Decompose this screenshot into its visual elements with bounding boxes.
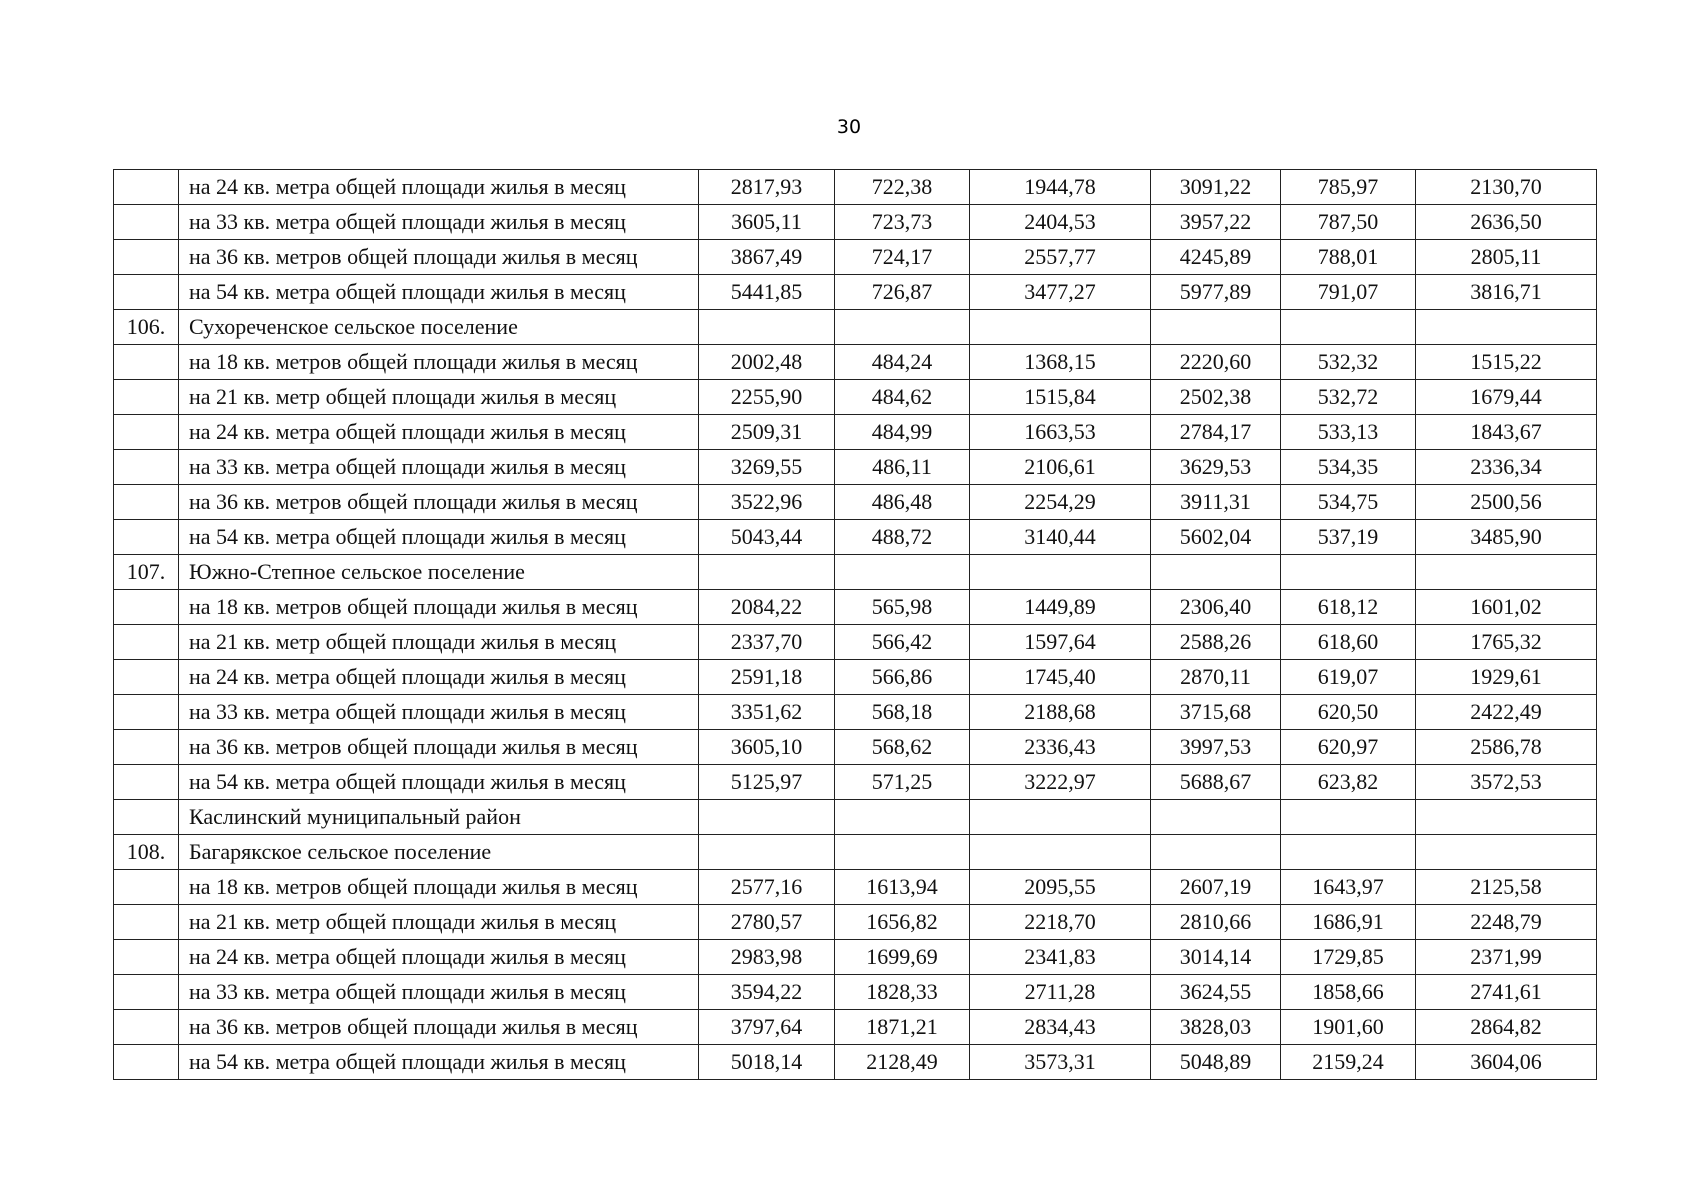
value-cell — [1281, 835, 1416, 870]
row-index — [114, 380, 179, 415]
row-label: на 54 кв. метра общей площади жилья в месяц — [179, 765, 699, 800]
row-label: на 21 кв. метр общей площади жилья в месяц — [179, 905, 699, 940]
value-cell: 2741,61 — [1416, 975, 1597, 1010]
table-row — [114, 905, 1597, 940]
table-row — [114, 205, 1597, 240]
table-row — [114, 975, 1597, 1010]
value-cell: 788,01 — [1281, 240, 1416, 275]
value-cell: 2780,57 — [699, 905, 835, 940]
table-row — [114, 835, 1597, 870]
value-cell: 484,24 — [835, 345, 970, 380]
table-row — [114, 275, 1597, 310]
value-cell: 1901,60 — [1281, 1010, 1416, 1045]
table-row — [114, 870, 1597, 905]
table-row — [114, 1045, 1597, 1080]
table-row — [114, 940, 1597, 975]
value-cell: 3222,97 — [970, 765, 1151, 800]
row-index — [114, 170, 179, 205]
value-cell: 2509,31 — [699, 415, 835, 450]
value-cell: 2336,34 — [1416, 450, 1597, 485]
value-cell: 3522,96 — [699, 485, 835, 520]
value-cell — [835, 310, 970, 345]
value-cell: 3269,55 — [699, 450, 835, 485]
value-cell: 1843,67 — [1416, 415, 1597, 450]
row-label: на 24 кв. метра общей площади жилья в месяц — [179, 940, 699, 975]
value-cell: 1515,22 — [1416, 345, 1597, 380]
row-index — [114, 975, 179, 1010]
value-cell: 532,32 — [1281, 345, 1416, 380]
row-index: 106. — [114, 310, 179, 345]
value-cell: 1828,33 — [835, 975, 970, 1010]
value-cell: 533,13 — [1281, 415, 1416, 450]
value-cell — [1281, 310, 1416, 345]
value-cell: 5048,89 — [1151, 1045, 1281, 1080]
value-cell: 2500,56 — [1416, 485, 1597, 520]
table-row — [114, 590, 1597, 625]
value-cell: 1871,21 — [835, 1010, 970, 1045]
value-cell: 566,42 — [835, 625, 970, 660]
value-cell: 2371,99 — [1416, 940, 1597, 975]
value-cell: 3014,14 — [1151, 940, 1281, 975]
value-cell: 484,62 — [835, 380, 970, 415]
value-cell: 787,50 — [1281, 205, 1416, 240]
value-cell: 2591,18 — [699, 660, 835, 695]
row-label: на 18 кв. метров общей площади жилья в месяц — [179, 345, 699, 380]
row-index — [114, 1010, 179, 1045]
table-row — [114, 660, 1597, 695]
row-label: на 18 кв. метров общей площади жилья в месяц — [179, 870, 699, 905]
row-index — [114, 1045, 179, 1080]
row-label: на 33 кв. метра общей площади жилья в месяц — [179, 695, 699, 730]
rates-table — [113, 169, 1597, 1080]
value-cell: 1449,89 — [970, 590, 1151, 625]
value-cell: 1663,53 — [970, 415, 1151, 450]
value-cell: 3477,27 — [970, 275, 1151, 310]
value-cell: 1745,40 — [970, 660, 1151, 695]
table-row — [114, 520, 1597, 555]
row-index — [114, 240, 179, 275]
value-cell: 4245,89 — [1151, 240, 1281, 275]
value-cell: 5441,85 — [699, 275, 835, 310]
value-cell — [970, 310, 1151, 345]
value-cell: 1765,32 — [1416, 625, 1597, 660]
value-cell — [1151, 310, 1281, 345]
value-cell — [1416, 800, 1597, 835]
value-cell: 2864,82 — [1416, 1010, 1597, 1045]
page-number: 30 — [836, 116, 862, 138]
value-cell: 2084,22 — [699, 590, 835, 625]
row-label: на 54 кв. метра общей площади жилья в месяц — [179, 520, 699, 555]
value-cell: 724,17 — [835, 240, 970, 275]
value-cell: 2125,58 — [1416, 870, 1597, 905]
row-index — [114, 450, 179, 485]
value-cell: 2588,26 — [1151, 625, 1281, 660]
table-row — [114, 170, 1597, 205]
table-row — [114, 345, 1597, 380]
value-cell: 3715,68 — [1151, 695, 1281, 730]
value-cell: 3605,11 — [699, 205, 835, 240]
value-cell: 568,62 — [835, 730, 970, 765]
value-cell: 2188,68 — [970, 695, 1151, 730]
value-cell: 723,73 — [835, 205, 970, 240]
row-index: 108. — [114, 835, 179, 870]
value-cell: 1858,66 — [1281, 975, 1416, 1010]
value-cell: 1368,15 — [970, 345, 1151, 380]
value-cell: 2636,50 — [1416, 205, 1597, 240]
value-cell: 2106,61 — [970, 450, 1151, 485]
value-cell — [835, 835, 970, 870]
value-cell: 3594,22 — [699, 975, 835, 1010]
value-cell: 488,72 — [835, 520, 970, 555]
table-row — [114, 450, 1597, 485]
row-label: на 24 кв. метра общей площади жилья в месяц — [179, 170, 699, 205]
row-label: на 21 кв. метр общей площади жилья в месяц — [179, 625, 699, 660]
value-cell: 5977,89 — [1151, 275, 1281, 310]
value-cell: 1515,84 — [970, 380, 1151, 415]
value-cell: 3605,10 — [699, 730, 835, 765]
value-cell: 3629,53 — [1151, 450, 1281, 485]
value-cell: 3351,62 — [699, 695, 835, 730]
row-index — [114, 590, 179, 625]
table-row — [114, 555, 1597, 590]
row-label: на 24 кв. метра общей площади жилья в месяц — [179, 415, 699, 450]
value-cell — [1151, 835, 1281, 870]
row-index — [114, 275, 179, 310]
value-cell — [1151, 555, 1281, 590]
row-index — [114, 695, 179, 730]
value-cell: 2577,16 — [699, 870, 835, 905]
value-cell: 2337,70 — [699, 625, 835, 660]
value-cell — [970, 555, 1151, 590]
value-cell: 534,35 — [1281, 450, 1416, 485]
table-row — [114, 800, 1597, 835]
row-label: на 54 кв. метра общей площади жилья в месяц — [179, 275, 699, 310]
value-cell: 1679,44 — [1416, 380, 1597, 415]
value-cell: 2784,17 — [1151, 415, 1281, 450]
value-cell: 619,07 — [1281, 660, 1416, 695]
value-cell: 1699,69 — [835, 940, 970, 975]
value-cell: 3140,44 — [970, 520, 1151, 555]
value-cell: 532,72 — [1281, 380, 1416, 415]
value-cell: 3797,64 — [699, 1010, 835, 1045]
value-cell — [835, 800, 970, 835]
value-cell: 2404,53 — [970, 205, 1151, 240]
row-label: Сухореченское сельское поселение — [179, 310, 699, 345]
value-cell: 2711,28 — [970, 975, 1151, 1010]
value-cell — [1416, 555, 1597, 590]
value-cell: 2002,48 — [699, 345, 835, 380]
value-cell: 623,82 — [1281, 765, 1416, 800]
value-cell: 537,19 — [1281, 520, 1416, 555]
value-cell: 1613,94 — [835, 870, 970, 905]
value-cell: 2218,70 — [970, 905, 1151, 940]
value-cell: 571,25 — [835, 765, 970, 800]
value-cell: 1686,91 — [1281, 905, 1416, 940]
value-cell: 2422,49 — [1416, 695, 1597, 730]
value-cell — [1151, 800, 1281, 835]
row-index — [114, 625, 179, 660]
value-cell: 5043,44 — [699, 520, 835, 555]
value-cell: 3816,71 — [1416, 275, 1597, 310]
table-row — [114, 625, 1597, 660]
row-label: на 36 кв. метров общей площади жилья в месяц — [179, 1010, 699, 1045]
value-cell: 2607,19 — [1151, 870, 1281, 905]
row-label: Багарякское сельское поселение — [179, 835, 699, 870]
rates-table-body — [114, 170, 1597, 1080]
value-cell: 791,07 — [1281, 275, 1416, 310]
value-cell: 2586,78 — [1416, 730, 1597, 765]
row-index — [114, 940, 179, 975]
row-index — [114, 485, 179, 520]
value-cell: 620,97 — [1281, 730, 1416, 765]
value-cell: 2254,29 — [970, 485, 1151, 520]
value-cell: 486,48 — [835, 485, 970, 520]
row-label: на 36 кв. метров общей площади жилья в месяц — [179, 240, 699, 275]
value-cell — [699, 800, 835, 835]
value-cell: 1944,78 — [970, 170, 1151, 205]
value-cell: 1597,64 — [970, 625, 1151, 660]
value-cell: 3573,31 — [970, 1045, 1151, 1080]
value-cell: 5018,14 — [699, 1045, 835, 1080]
row-label: на 36 кв. метров общей площади жилья в месяц — [179, 485, 699, 520]
value-cell: 3624,55 — [1151, 975, 1281, 1010]
row-index — [114, 730, 179, 765]
value-cell: 2220,60 — [1151, 345, 1281, 380]
row-index — [114, 415, 179, 450]
value-cell: 2834,43 — [970, 1010, 1151, 1045]
value-cell: 565,98 — [835, 590, 970, 625]
table-row — [114, 695, 1597, 730]
value-cell: 3997,53 — [1151, 730, 1281, 765]
value-cell — [835, 555, 970, 590]
value-cell: 5688,67 — [1151, 765, 1281, 800]
row-label: на 54 кв. метра общей площади жилья в месяц — [179, 1045, 699, 1080]
value-cell: 2159,24 — [1281, 1045, 1416, 1080]
row-label: на 33 кв. метра общей площади жилья в месяц — [179, 205, 699, 240]
table-row — [114, 765, 1597, 800]
value-cell — [699, 310, 835, 345]
table-row — [114, 240, 1597, 275]
value-cell: 5602,04 — [1151, 520, 1281, 555]
value-cell: 3867,49 — [699, 240, 835, 275]
value-cell: 2502,38 — [1151, 380, 1281, 415]
value-cell: 3604,06 — [1416, 1045, 1597, 1080]
value-cell: 566,86 — [835, 660, 970, 695]
value-cell: 1929,61 — [1416, 660, 1597, 695]
value-cell: 2095,55 — [970, 870, 1151, 905]
value-cell — [970, 800, 1151, 835]
value-cell: 785,97 — [1281, 170, 1416, 205]
value-cell: 534,75 — [1281, 485, 1416, 520]
value-cell: 568,18 — [835, 695, 970, 730]
value-cell: 484,99 — [835, 415, 970, 450]
row-index: 107. — [114, 555, 179, 590]
value-cell — [970, 835, 1151, 870]
value-cell: 3911,31 — [1151, 485, 1281, 520]
value-cell: 3485,90 — [1416, 520, 1597, 555]
table-row — [114, 485, 1597, 520]
value-cell: 2817,93 — [699, 170, 835, 205]
value-cell: 486,11 — [835, 450, 970, 485]
row-label: на 24 кв. метра общей площади жилья в месяц — [179, 660, 699, 695]
value-cell: 1643,97 — [1281, 870, 1416, 905]
value-cell: 2870,11 — [1151, 660, 1281, 695]
value-cell: 2557,77 — [970, 240, 1151, 275]
value-cell — [699, 555, 835, 590]
value-cell: 620,50 — [1281, 695, 1416, 730]
value-cell: 1656,82 — [835, 905, 970, 940]
row-index — [114, 660, 179, 695]
value-cell — [699, 835, 835, 870]
value-cell: 1729,85 — [1281, 940, 1416, 975]
value-cell: 3572,53 — [1416, 765, 1597, 800]
value-cell: 726,87 — [835, 275, 970, 310]
row-label: на 33 кв. метра общей площади жилья в месяц — [179, 450, 699, 485]
value-cell: 2805,11 — [1416, 240, 1597, 275]
table-row — [114, 415, 1597, 450]
row-label: на 21 кв. метр общей площади жилья в месяц — [179, 380, 699, 415]
row-index — [114, 800, 179, 835]
value-cell: 2255,90 — [699, 380, 835, 415]
value-cell: 618,12 — [1281, 590, 1416, 625]
row-label: на 36 кв. метров общей площади жилья в месяц — [179, 730, 699, 765]
row-index — [114, 345, 179, 380]
value-cell: 618,60 — [1281, 625, 1416, 660]
table-row — [114, 310, 1597, 345]
table-row — [114, 1010, 1597, 1045]
value-cell: 3828,03 — [1151, 1010, 1281, 1045]
value-cell: 2341,83 — [970, 940, 1151, 975]
value-cell — [1416, 310, 1597, 345]
value-cell: 1601,02 — [1416, 590, 1597, 625]
value-cell: 2128,49 — [835, 1045, 970, 1080]
value-cell: 5125,97 — [699, 765, 835, 800]
value-cell — [1281, 800, 1416, 835]
value-cell: 2306,40 — [1151, 590, 1281, 625]
row-index — [114, 205, 179, 240]
value-cell: 2130,70 — [1416, 170, 1597, 205]
value-cell: 722,38 — [835, 170, 970, 205]
value-cell — [1416, 835, 1597, 870]
row-index — [114, 870, 179, 905]
row-label: на 33 кв. метра общей площади жилья в месяц — [179, 975, 699, 1010]
row-index — [114, 765, 179, 800]
value-cell: 3091,22 — [1151, 170, 1281, 205]
value-cell: 3957,22 — [1151, 205, 1281, 240]
row-label: Каслинский муниципальный район — [179, 800, 699, 835]
value-cell: 2810,66 — [1151, 905, 1281, 940]
value-cell — [1281, 555, 1416, 590]
table-row — [114, 380, 1597, 415]
value-cell: 2248,79 — [1416, 905, 1597, 940]
row-index — [114, 520, 179, 555]
row-index — [114, 905, 179, 940]
value-cell: 2336,43 — [970, 730, 1151, 765]
table-row — [114, 730, 1597, 765]
row-label: на 18 кв. метров общей площади жилья в месяц — [179, 590, 699, 625]
row-label: Южно-Степное сельское поселение — [179, 555, 699, 590]
value-cell: 2983,98 — [699, 940, 835, 975]
